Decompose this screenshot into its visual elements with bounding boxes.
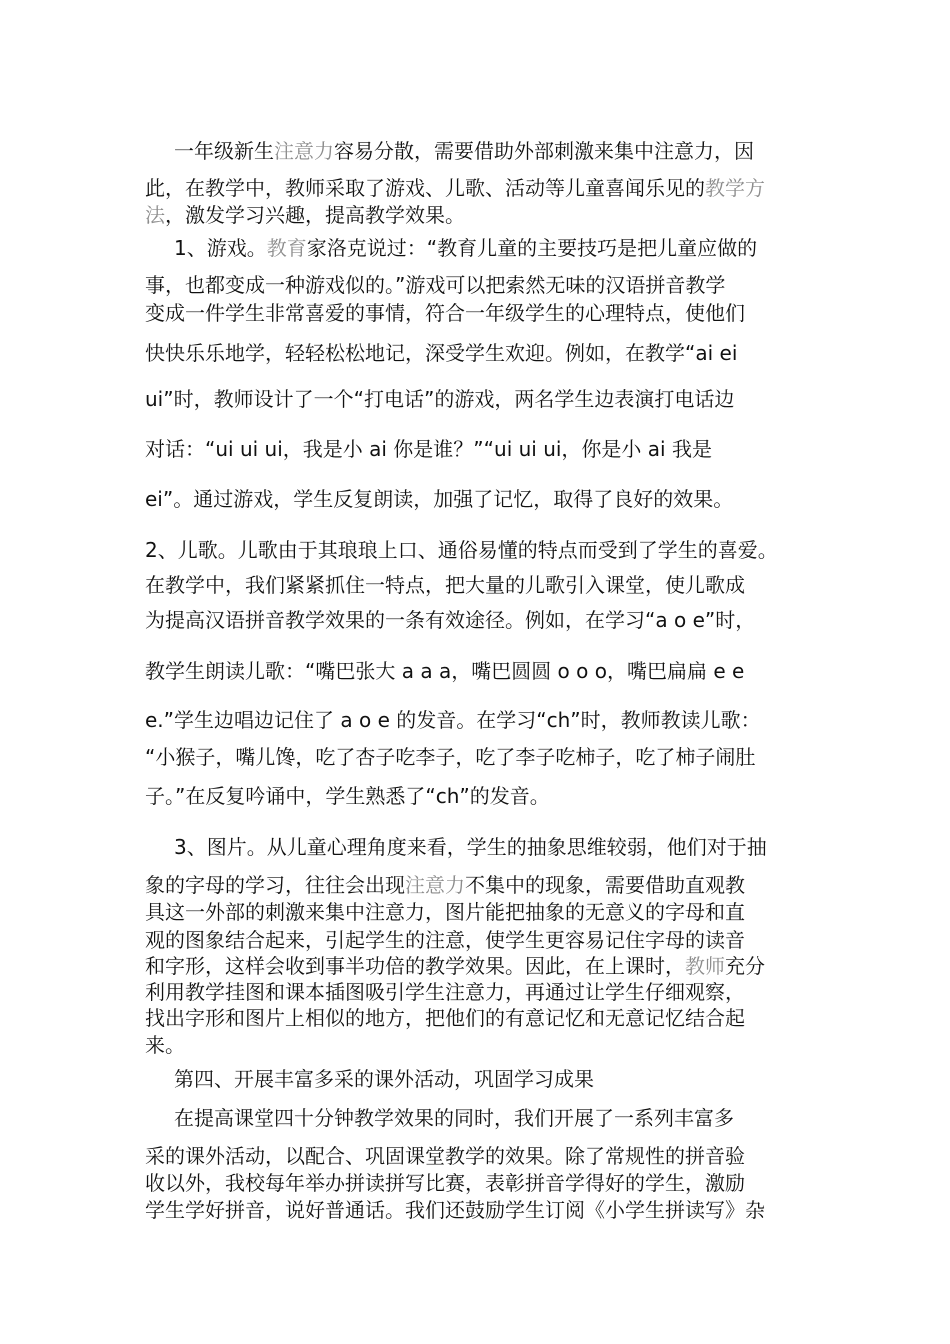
text-segment: 在教学中，我们紧紧抓住一特点，把大量的儿歌引入课堂，使儿歌成 xyxy=(145,573,745,597)
text-line xyxy=(145,607,755,633)
text-segment: 第四、开展丰富多采的课外活动，巩固学习成果 xyxy=(174,1067,594,1091)
keyword-link[interactable]: 注意力 xyxy=(405,873,465,897)
text-line xyxy=(145,1143,745,1169)
text-segment: 一年级新生 xyxy=(174,139,274,163)
text-segment: 观的图象结合起来，引起学生的注意，使学生更容易记住字母的读音 xyxy=(145,928,745,952)
text-segment: 学生学好拼音，说好普通话。我们还鼓励学生订阅《小学生拼读写》杂 xyxy=(145,1198,765,1222)
text-line xyxy=(145,744,755,770)
text-segment: e.”学生边唱边记住了 a o e 的发音。在学习“ch”时，教师教读儿歌： xyxy=(145,708,761,732)
text-line xyxy=(145,872,745,898)
text-line xyxy=(145,436,712,462)
text-segment: 和字形，这样会收到事半功倍的教学效果。因此，在上课时， xyxy=(145,954,685,978)
text-line xyxy=(145,927,745,953)
text-line xyxy=(145,1005,745,1031)
text-line xyxy=(174,1105,734,1131)
text-line xyxy=(145,1032,185,1058)
text-line xyxy=(145,707,761,733)
text-segment: “小猴子，嘴儿馋，吃了杏子吃李子，吃了李子吃柿子，吃了柿子闹肚 xyxy=(145,745,756,769)
text-segment: 具这一外部的刺激来集中注意力，图片能把抽象的无意义的字母和直 xyxy=(145,900,745,924)
text-line xyxy=(145,899,745,925)
text-line xyxy=(174,138,754,164)
text-segment: 教学生朗读儿歌：“嘴巴张大 a a a，嘴巴圆圆 o o o，嘴巴扁扁 e e xyxy=(145,659,745,683)
text-segment: 容易分散，需要借助外部刺激来集中注意力，因 xyxy=(334,139,754,163)
text-segment: 不集中的现象，需要借助直观教 xyxy=(465,873,745,897)
text-segment: 家洛克说过：“教育儿童的主要技巧是把儿童应做的 xyxy=(306,236,758,260)
text-segment: 变成一件学生非常喜爱的事情，符合一年级学生的心理特点，使他们 xyxy=(145,301,745,325)
text-line xyxy=(174,235,757,261)
text-line xyxy=(145,202,465,228)
text-segment: 收以外，我校每年举办拼读拼写比赛，表彰拼音学得好的学生，激励 xyxy=(145,1171,745,1195)
text-segment: 对话：“ui ui ui，我是小 ai 你是谁？”“ui ui ui，你是小 ai 我是 xyxy=(145,437,712,461)
text-line xyxy=(145,537,778,563)
text-line xyxy=(145,1197,765,1223)
keyword-link[interactable]: 注意力 xyxy=(274,139,334,163)
text-line xyxy=(145,486,733,512)
text-segment: 为提高汉语拼音教学效果的一条有效途径。例如，在学习“a o e”时， xyxy=(145,608,756,632)
text-line xyxy=(145,979,745,1005)
text-segment: ，激发学习兴趣，提高教学效果。 xyxy=(165,203,465,227)
keyword-link[interactable]: 教学方 xyxy=(705,176,765,200)
text-segment: 充分 xyxy=(725,954,765,978)
text-segment: 象的字母的学习，往往会出现 xyxy=(145,873,405,897)
text-segment: 找出字形和图片上相似的地方，把他们的有意记忆和无意记忆结合起 xyxy=(145,1006,745,1030)
text-segment: 快快乐乐地学，轻轻松松地记，深受学生欢迎。例如，在教学“ai ei xyxy=(145,341,738,365)
text-segment: 2、儿歌。儿歌由于其琅琅上口、通俗易懂的特点而受到了学生的喜爱。 xyxy=(145,538,778,562)
text-segment: 3、图片。从儿童心理角度来看，学生的抽象思维较弱，他们对于抽 xyxy=(174,835,767,859)
text-segment: 来。 xyxy=(145,1033,185,1057)
keyword-link[interactable]: 教育 xyxy=(266,236,307,260)
text-line xyxy=(145,658,744,684)
text-segment: 1、游戏。 xyxy=(174,236,267,260)
text-line xyxy=(145,175,765,201)
text-line xyxy=(145,1170,745,1196)
text-line xyxy=(174,1066,594,1092)
text-segment: 事，也都变成一种游戏似的。”游戏可以把索然无味的汉语拼音教学 xyxy=(145,273,726,297)
text-segment: 在提高课堂四十分钟教学效果的同时，我们开展了一系列丰富多 xyxy=(174,1106,734,1130)
text-segment: 采的课外活动，以配合、巩固课堂教学的效果。除了常规性的拼音验 xyxy=(145,1144,745,1168)
text-segment: 利用教学挂图和课本插图吸引学生注意力，再通过让学生仔细观察， xyxy=(145,980,745,1004)
text-line xyxy=(145,272,725,298)
text-segment: ui”时，教师设计了一个“打电话”的游戏，两名学生边表演打电话边 xyxy=(145,387,735,411)
text-line xyxy=(145,953,765,979)
text-line xyxy=(145,386,734,412)
text-line xyxy=(174,834,767,860)
text-line xyxy=(145,300,745,326)
text-line xyxy=(145,572,745,598)
text-line xyxy=(145,783,550,809)
text-segment: 此，在教学中，教师采取了游戏、儿歌、活动等儿童喜闻乐见的 xyxy=(145,176,705,200)
text-segment: 子。”在反复吟诵中，学生熟悉了“ch”的发音。 xyxy=(145,784,550,808)
text-segment: ei”。通过游戏，学生反复朗读，加强了记忆，取得了良好的效果。 xyxy=(145,487,734,511)
keyword-link[interactable]: 教师 xyxy=(685,954,725,978)
text-line xyxy=(145,340,737,366)
keyword-link[interactable]: 法 xyxy=(145,203,165,227)
